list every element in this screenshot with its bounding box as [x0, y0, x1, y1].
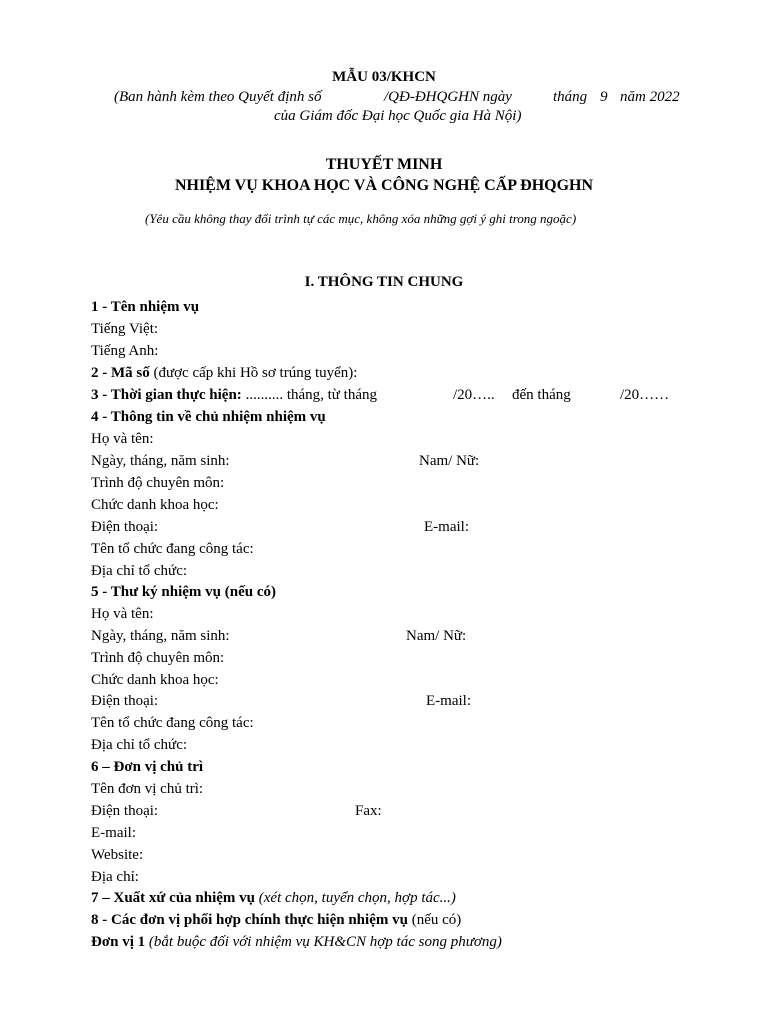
doc-title-2: NHIỆM VỤ KHOA HỌC VÀ CÔNG NGHỆ CẤP ĐHQGHN	[174, 177, 594, 194]
issued-month: 9	[600, 89, 608, 105]
item3-year-from: /20…..	[453, 387, 495, 403]
item5-name: Họ và tên:	[91, 606, 154, 622]
section-heading: I. THÔNG TIN CHUNG	[304, 274, 464, 290]
doc-title-1: THUYẾT MINH	[325, 156, 443, 173]
issued-line-1d: năm 2022	[620, 89, 680, 105]
item4-org: Tên tổ chức đang công tác:	[91, 541, 254, 557]
doc-note: (Yêu cầu không thay đổi trình tự các mục, không xóa những gợi ý ghi trong ngoặc)	[145, 211, 577, 226]
unit1-line: Đơn vị 1 (bắt buộc đối với nhiệm vụ KH&CN hợp tác song phương)	[91, 934, 502, 950]
item5-gender: Nam/ Nữ:	[406, 628, 467, 644]
item1-label: 1 - Tên nhiệm vụ	[91, 299, 200, 315]
item6-email: E-mail:	[91, 825, 136, 841]
issued-line-1b: /QĐ-ĐHQGHN ngày	[384, 89, 512, 105]
item7-line: 7 – Xuất xứ của nhiệm vụ (xét chọn, tuyển chọn, hợp tác...)	[91, 890, 456, 906]
item3-to-text: đến tháng	[512, 387, 571, 403]
item5-dob: Ngày, tháng, năm sinh:	[91, 628, 230, 644]
item2-line: 2 - Mã số (được cấp khi Hồ sơ trúng tuyển):	[91, 365, 358, 381]
item5-label: 5 - Thư ký nhiệm vụ (nếu có)	[91, 584, 277, 600]
item5-address: Địa chỉ tổ chức:	[91, 737, 188, 753]
item5-title: Chức danh khoa học:	[91, 672, 219, 688]
item8-line: 8 - Các đơn vị phối hợp chính thực hiện nhiệm vụ (nếu có)	[91, 912, 462, 928]
item1-eng: Tiếng Anh:	[91, 343, 159, 359]
item5-org: Tên tổ chức đang công tác:	[91, 715, 254, 731]
item6-website: Website:	[91, 847, 144, 863]
item4-dob: Ngày, tháng, năm sinh:	[91, 453, 230, 469]
item6-address: Địa chỉ:	[91, 869, 139, 885]
item5-phone: Điện thoại:	[91, 693, 159, 709]
item4-title: Chức danh khoa học:	[91, 497, 219, 513]
item6-phone: Điện thoại:	[91, 803, 159, 819]
item5-degree: Trình độ chuyên môn:	[91, 650, 225, 666]
item4-label: 4 - Thông tin về chủ nhiệm nhiệm vụ	[91, 409, 326, 425]
item4-name: Họ và tên:	[91, 431, 154, 447]
item3-line: 3 - Thời gian thực hiện: .......... tháng, từ tháng	[91, 387, 378, 403]
item4-address: Địa chỉ tổ chức:	[91, 563, 188, 579]
issued-line-1c: tháng	[553, 89, 588, 105]
item4-phone: Điện thoại:	[91, 519, 159, 535]
item4-email: E-mail:	[424, 519, 469, 535]
issued-line-1a: (Ban hành kèm theo Quyết định số	[114, 89, 322, 105]
item6-label: 6 – Đơn vị chủ trì	[91, 759, 204, 775]
issued-line-2: của Giám đốc Đại học Quốc gia Hà Nội)	[274, 108, 522, 124]
item6-fax: Fax:	[355, 803, 382, 819]
item1-viet: Tiếng Việt:	[91, 321, 159, 337]
item3-year-to: /20……	[620, 387, 670, 403]
item6-unit: Tên đơn vị chủ trì:	[91, 781, 204, 797]
form-code: MẪU 03/KHCN	[332, 69, 436, 85]
item4-degree: Trình độ chuyên môn:	[91, 475, 225, 491]
item5-email: E-mail:	[426, 693, 471, 709]
item4-gender: Nam/ Nữ:	[419, 453, 480, 469]
